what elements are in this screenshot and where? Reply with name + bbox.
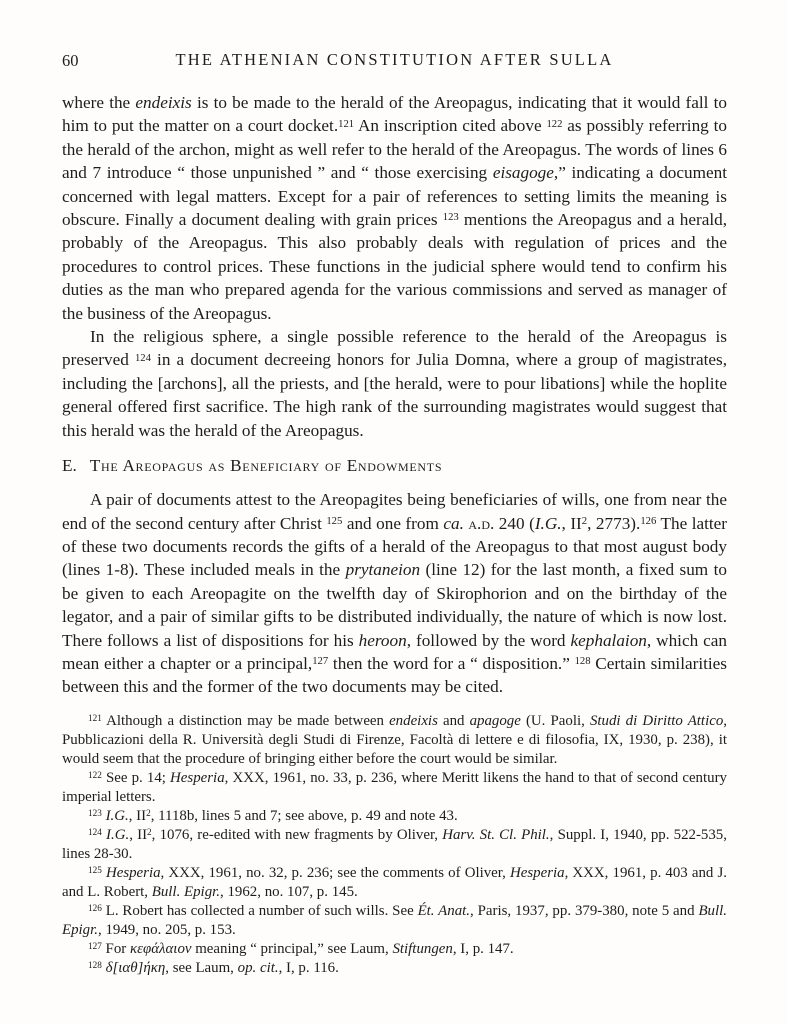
- footnote-127: [62, 940, 727, 959]
- footnote-reference: 2: [146, 807, 151, 818]
- text-run: endeixis: [135, 93, 192, 112]
- text-run: L. Robert has collected a number of such wills. See: [101, 902, 418, 919]
- text-run: Certain similarities between this and the former of the two documents may be cited.: [62, 653, 727, 697]
- running-title: THE ATHENIAN CONSTITUTION AFTER SULLA: [175, 50, 614, 69]
- footnote-121: [62, 712, 727, 769]
- text-run: ca.: [443, 513, 464, 533]
- footnote-reference: 122: [546, 118, 563, 130]
- text-run: See p. 14;: [101, 769, 171, 786]
- text-run: Stiftungen: [392, 940, 453, 957]
- text-run: , Paris, 1937, pp. 379-380, note 5 and: [470, 902, 699, 919]
- text-run: mentions the Areopagus and a herald, probably of the Areopagus. This also probably deals with regulation of prices and the procedures to control prices. These functions in the judicial sphere would tend to confirm his duties as the man who prepared agenda for the various commissions and served as manager of the business of the Areopagus.: [62, 210, 727, 323]
- footnote-reference: 125: [326, 515, 343, 527]
- section-heading-title: The Areopagus as Beneficiary of Endowments: [89, 456, 443, 476]
- footnote-reference: 2: [581, 515, 588, 527]
- text-run: Bull. Epigr.: [62, 902, 727, 938]
- text-run: For: [101, 940, 130, 957]
- paragraph-judicial-sphere: [62, 91, 727, 325]
- text-run: , XXX, 1961, no. 32, p. 236; see the comments of Oliver,: [160, 864, 510, 881]
- paragraph-endowments: [62, 488, 727, 699]
- footnote-124: [62, 826, 727, 864]
- text-run: (line 12) for the last month, a fixed sum to be given to each Areopagite on the twelfth day of Skirophorion and on the birthday of the legator, and a pair of similar gifts to be distributed individually, the nature of which is now lost. There follows a list of dispositions for his: [62, 560, 727, 650]
- text-run: eisagoge: [492, 163, 554, 183]
- footnote-128: [62, 959, 727, 978]
- section-heading-label: E.: [62, 456, 77, 476]
- text-run: Although a distinction may be made between: [101, 712, 390, 729]
- text-run: Harv. St. Cl. Phil.: [442, 826, 550, 843]
- text-run: , 1949, no. 205, p. 153.: [98, 921, 236, 938]
- text-run: Studi di Diritto Attico: [589, 712, 724, 729]
- footnote-reference: 123: [442, 212, 459, 224]
- text-run: a.d.: [468, 513, 495, 533]
- text-run: in a document decreeing honors for Julia Domna, where a group of magistrates, including the [archons], all the priests, and [the herald, were to pour libations] while the hoplite general offered first sacrifice. The high rank of the surrounding magistrates would suggest that this herald was the herald of the Areopagus.: [62, 350, 727, 440]
- paragraph-religious-sphere: [62, 325, 727, 442]
- section-heading: [62, 456, 727, 476]
- footnote-reference: 2: [147, 826, 152, 837]
- text-run: prytaneion: [345, 560, 421, 580]
- text-run: Bull. Epigr.: [151, 883, 221, 900]
- text-run: I.G.: [534, 513, 562, 533]
- footnote-reference: 125: [88, 864, 102, 875]
- page-number: 60: [62, 51, 79, 70]
- footnotes-section: [62, 712, 727, 978]
- text-run: , II: [129, 826, 148, 843]
- text-run: , 1118b, lines 5 and 7; see above, p. 49 and note 43.: [150, 807, 458, 824]
- text-run: apagoge: [469, 712, 521, 729]
- footnote-reference: 121: [338, 118, 355, 130]
- footnote-reference: 127: [88, 940, 102, 951]
- text-run: A pair of documents attest to the Areopagites being beneficiaries of wills, one from near the end of the second century after Christ: [62, 490, 727, 533]
- text-run: δ[ιαθ]ήκη: [105, 959, 166, 976]
- text-run: , 2773).: [587, 513, 641, 533]
- text-run: where the: [62, 93, 136, 112]
- text-run: I.G.: [106, 826, 130, 843]
- footnote-reference: 128: [574, 656, 591, 668]
- text-run: Hesperia: [170, 769, 225, 786]
- footnote-123: [62, 807, 727, 826]
- footnote-reference: 123: [88, 807, 102, 818]
- footnote-reference: 126: [88, 902, 102, 913]
- text-run: ,” indicating a document concerned with legal matters. Except for a pair of references to setting limits the meaning is obscure. Finally a document dealing with grain prices: [62, 163, 727, 230]
- text-run: is to be made to the herald of the Areopagus, indicating that it would fall to him to put the matter on a court docket.: [62, 93, 727, 136]
- text-run: , followed by the word: [406, 630, 571, 650]
- footnote-reference: 126: [640, 515, 657, 527]
- text-run: , Suppl. I, 1940, pp. 522-535, lines 28-30.: [62, 826, 727, 862]
- text-run: meaning “ principal,” see Laum,: [191, 940, 393, 957]
- footnote-reference: 127: [312, 656, 329, 668]
- text-run: The latter of these two documents records the gifts of a herald of the Areopagus to that most august body (lines 1-8). These included meals in the: [62, 513, 727, 580]
- page-header: [62, 50, 727, 72]
- text-run: , I, p. 116.: [278, 959, 339, 976]
- text-run: as possibly referring to the herald of the archon, might as well refer to the herald of the Areopagus. The words of lines 6 and 7 introduce “ those unpunished ” and “ those exercising: [62, 116, 727, 183]
- footnote-126: [62, 902, 727, 940]
- text-run: kephalaion: [570, 630, 647, 650]
- text-run: , XXX, 1961, p. 403 and J. and L. Robert,: [62, 864, 727, 900]
- text-run: , see Laum,: [165, 959, 238, 976]
- text-run: , XXX, 1961, no. 33, p. 236, where Meritt likens the hand to that of second century imperial letters.: [62, 769, 727, 805]
- footnote-122: [62, 769, 727, 807]
- text-run: and: [437, 712, 470, 729]
- text-run: I.G.: [105, 807, 129, 824]
- text-run: , I, p. 147.: [452, 940, 514, 957]
- text-run: op. cit.: [237, 959, 279, 976]
- text-run: Hesperia: [509, 864, 565, 881]
- text-run: then the word for a “ disposition.”: [328, 653, 575, 673]
- text-run: endeixis: [389, 712, 438, 729]
- footnote-reference: 121: [88, 712, 102, 723]
- footnote-reference: 128: [88, 959, 102, 970]
- text-run: , 1076, re-edited with new fragments by Oliver,: [151, 826, 443, 843]
- text-run: , II: [128, 807, 147, 824]
- text-run: , 1962, no. 107, p. 145.: [220, 883, 358, 900]
- footnote-125: [62, 864, 727, 902]
- text-run: An inscription cited above: [354, 116, 547, 136]
- text-run: κεφάλαιον: [129, 940, 192, 957]
- text-run: (U. Paoli,: [520, 712, 590, 729]
- footnote-reference: 124: [134, 352, 151, 364]
- text-run: , Pubblicazioni della R. Università degli Studi di Firenze, Facoltà di lettere e di filosofia, IX, 1930, p. 238), it would seem that the procedure of bringing either before the court would be similar.: [62, 712, 727, 767]
- text-run: 240 (: [494, 513, 535, 533]
- text-run: In the religious sphere, a single possible reference to the herald of the Areopagus is preserved: [62, 327, 727, 370]
- footnote-reference: 122: [88, 769, 102, 780]
- text-run: Ét. Anat.: [417, 902, 471, 919]
- text-run: and one from: [342, 513, 444, 533]
- footnote-reference: 124: [88, 826, 102, 837]
- text-run: , II: [561, 513, 582, 533]
- page-body: [62, 91, 727, 699]
- text-run: heroon: [358, 630, 407, 650]
- text-run: Hesperia: [105, 864, 161, 881]
- text-run: , which can mean either a chapter or a principal,: [62, 630, 727, 673]
